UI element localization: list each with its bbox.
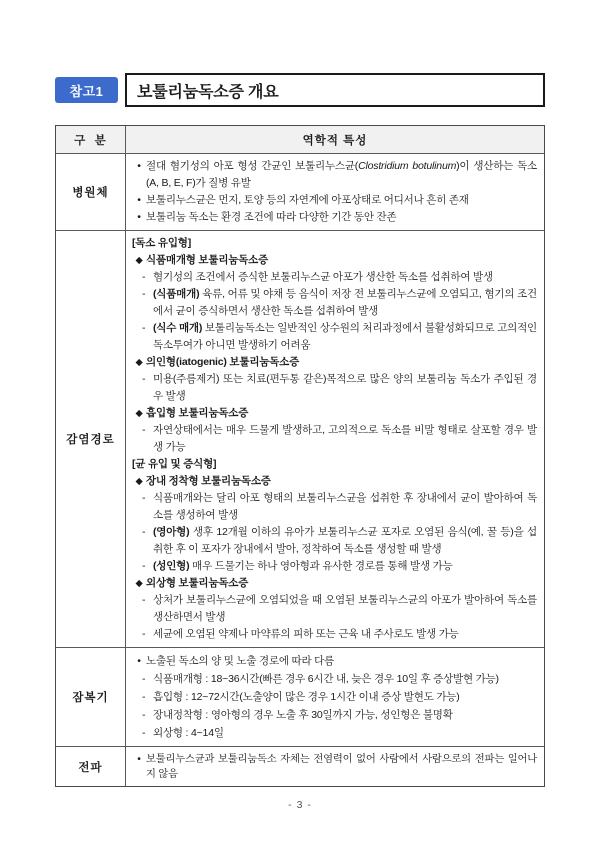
list-item: - 미용(주름제거) 또는 치료(편두통 같은)목적으로 많은 양의 보툴리눔 독소가 주입된 경우 발생: [132, 371, 537, 405]
table-header-row: [56, 126, 544, 153]
dash-icon: -: [142, 424, 146, 436]
list-item: - 외상형 : 4~14일: [132, 724, 537, 742]
bullet-icon: •: [137, 211, 141, 223]
subtype-heading: ◆ 외상형 보툴리눔독소증: [132, 575, 537, 592]
list-item: - (식수 매개) 보툴리눔독소는 일반적인 상수원의 처리과정에서 불활성화되므로 고의적인 독소투여가 아니면 발생하기 어려움: [132, 320, 537, 354]
dash-icon: -: [142, 526, 146, 538]
dash-icon: -: [142, 673, 146, 685]
group-heading: [균 유입 및 증식형]: [132, 458, 217, 470]
list-item: - (성인형) 매우 드물기는 하나 영아형과 유사한 경로를 통해 발생 가능: [132, 558, 537, 575]
diamond-icon: ◆: [135, 408, 143, 419]
pathogen-content: [126, 154, 544, 230]
list-item: - (식품매개) 육류, 어류 및 야채 등 음식이 저장 전 보툴리누스균에 오염되고, 혐기의 조건에서 균이 증식하면서 생산한 독소를 섭취하여 발생: [132, 286, 537, 320]
bullet-icon: •: [137, 754, 141, 765]
list-item: - 상처가 보툴리누스균에 오염되었을 때 오염된 보툴리누스균의 아포가 발아하여 독소를 생산하면서 발생: [132, 592, 537, 626]
list-item: [132, 209, 537, 226]
list-item-text: 보툴리누스균은 먼지, 토양 등의 자연계에 아포상태로 어디서나 흔히 존재: [146, 194, 469, 206]
dash-icon: -: [142, 709, 146, 721]
dash-icon: -: [142, 288, 146, 300]
row-label-infection-route: 감염경로: [56, 231, 126, 647]
list-item: - 장내정착형 : 영아형의 경우 노출 후 30일까지 가능, 성인형은 불명확: [132, 706, 537, 724]
list-item: • 노출된 독소의 양 및 노출 경로에 따라 다름: [132, 652, 537, 670]
subtype-heading: ◆ 식품매개형 보툴리눔독소증: [132, 252, 537, 269]
row-label-transmission: 전파: [56, 747, 126, 786]
list-item: • 보툴리누스균과 보툴리눔독소 자체는 전염력이 없어 사람에서 사람으로의 전파는 일어나지 않음: [132, 752, 537, 782]
title-box: [125, 73, 545, 107]
dash-icon: -: [142, 628, 146, 640]
diamond-icon: ◆: [135, 255, 143, 266]
column-header-category: 구 분: [56, 126, 126, 153]
list-item-text: 절대 혐기성의 아포 형성 간균인 보툴리누스균(Clostridium botulinum)이 생산하는 독소(A, B, E, F)가 질병 유발: [146, 160, 537, 189]
row-label-incubation: 잠복기: [56, 648, 126, 746]
bullet-icon: •: [137, 655, 141, 667]
dash-icon: -: [142, 691, 146, 703]
row-label-pathogen: 병원체: [56, 154, 126, 230]
list-item: - 식품매개형 : 18~36시간(빠른 경우 6시간 내, 늦은 경우 10일 후 증상발현 가능): [132, 670, 537, 688]
list-item: - 혐기성의 조건에서 증식한 보툴리누스균 아포가 생산한 독소를 섭취하여 발생: [132, 269, 537, 286]
subtype-heading: ◆ 장내 정착형 보툴리눔독소증: [132, 473, 537, 490]
list-item-text: 보툴리눔 독소는 환경 조건에 따라 다양한 기간 동안 잔존: [146, 211, 397, 223]
dash-icon: -: [142, 322, 146, 334]
epidemiology-table: [55, 125, 545, 787]
incubation-content: [126, 648, 544, 746]
diamond-icon: ◆: [135, 357, 143, 368]
dash-icon: -: [142, 492, 146, 504]
list-item: - 식품매개와는 달리 아포 형태의 보툴리누스균을 섭취한 후 장내에서 균이 발아하여 독소를 생성하여 발생: [132, 490, 537, 524]
bullet-icon: •: [137, 194, 141, 206]
table-row-infection-route: [56, 230, 544, 647]
transmission-content: [126, 747, 544, 786]
subtype-heading: ◆ 흡입형 보툴리눔독소증: [132, 405, 537, 422]
document-header: [55, 73, 545, 107]
bullet-icon: •: [137, 160, 141, 172]
subtype-heading: ◆ 의인형(iatogenic) 보툴리눔독소증: [132, 354, 537, 371]
list-item: - 세균에 오염된 약제나 마약류의 피하 또는 근육 내 주사로도 발생 가능: [132, 626, 537, 643]
document-body: [55, 73, 545, 811]
diamond-icon: ◆: [135, 476, 143, 487]
dash-icon: -: [142, 373, 146, 385]
list-item: [132, 158, 537, 192]
list-item: - 흡입형 : 12~72시간(노출양이 많은 경우 1시간 이내 증상 발현도 가능): [132, 688, 537, 706]
page-number: - 3 -: [288, 799, 312, 811]
dash-icon: -: [142, 560, 146, 572]
column-header-characteristics: 역학적 특성: [302, 134, 368, 147]
dash-icon: -: [142, 271, 146, 283]
table-row-transmission: [56, 746, 544, 786]
infection-route-content: [126, 231, 544, 647]
diamond-icon: ◆: [135, 578, 143, 589]
species-name: Clostridium botulinum: [358, 160, 457, 172]
list-item: - 자연상태에서는 매우 드물게 발생하고, 고의적으로 독소를 비말 형태로 살포할 경우 발생 가능: [132, 422, 537, 456]
list-item: [132, 192, 537, 209]
table-row-pathogen: [56, 153, 544, 230]
dash-icon: -: [142, 594, 146, 606]
dash-icon: -: [142, 727, 146, 739]
group-heading: [독소 유입형]: [132, 237, 192, 249]
table-row-incubation: [56, 647, 544, 746]
reference-badge: 참고1: [55, 77, 118, 103]
list-item: - (영아형) 생후 12개월 이하의 유아가 보툴리누스균 포자로 오염된 음식(예, 꿀 등)을 섭취한 후 이 포자가 장내에서 발아, 정착하여 독소를 생성할 때 발생: [132, 524, 537, 558]
page-title: 보툴리눔독소증 개요: [137, 83, 279, 101]
